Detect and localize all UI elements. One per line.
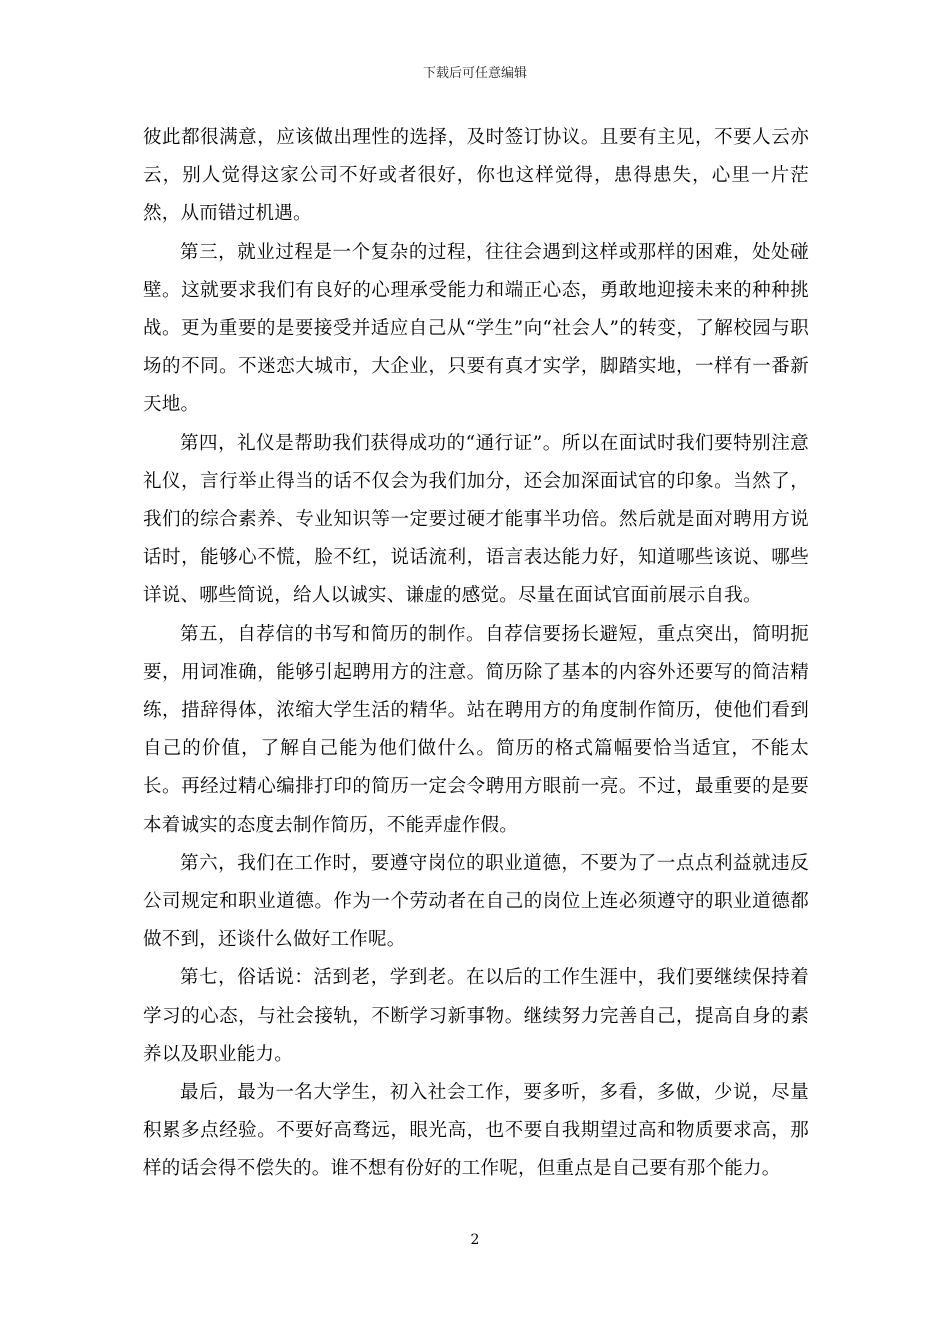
paragraph-third-point: 第三，就业过程是一个复杂的过程，往往会遇到这样或那样的困难，处处碰壁。这就要求我们有良好的心理承受能力和端正心态，勇敢地迎接未来的种种挑战。更为重要的是要接受并适应自己从“学生”向“社会人”的转变，了解校园与职场的不同。不迷恋大城市，大企业，只要有真才实学，脚踏实地，一样有一番新天地。 [143,241,809,416]
paragraph-fifth-point: 第五，自荐信的书写和简历的制作。自荐信要扬长避短，重点突出，简明扼要，用词准确，能够引起聘用方的注意。简历除了基本的内容外还要写的简洁精练，措辞得体，浓缩大学生活的精华。站在聘用方的角度制作简历，使他们看到自己的价值，了解自己能为他们做什么。简历的格式篇幅要恰当适宜，不能太长。再经过精心编排打印的简历一定会令聘用方眼前一亮。不过，最重要的是要本着诚实的态度去制作简历，不能弄虚作假。 [143,623,809,836]
paragraph-seventh-point: 第七，俗话说：活到老，学到老。在以后的工作生涯中，我们要继续保持着学习的心态，与社会接轨，不断学习新事物。继续努力完善自己，提高自身的素养以及职业能力。 [143,967,809,1065]
paragraph-continuation: 彼此都很满意，应该做出理性的选择，及时签订协议。且要有主见，不要人云亦云，别人觉得这家公司不好或者很好，你也这样觉得，患得患失，心里一片茫然，从而错过机遇。 [143,127,809,225]
paragraph-conclusion: 最后，最为一名大学生，初入社会工作，要多听，多看，多做，少说，尽量积累多点经验。不要好高骛远，眼光高，也不要自我期望过高和物质要求高，那样的话会得不偿失的。谁不想有份好的工作呢，但重点是自己要有那个能力。 [143,1082,809,1180]
paragraph-fourth-point: 第四，礼仪是帮助我们获得成功的“通行证”。所以在面试时我们要特别注意礼仪，言行举止得当的话不仅会为我们加分，还会加深面试官的印象。当然了，我们的综合素养、专业知识等一定要过硬才能事半功倍。然后就是面对聘用方说话时，能够心不慌，脸不红，说话流利，语言表达能力好，知道哪些该说、哪些详说、哪些简说，给人以诚实、谦虚的感觉。尽量在面试官面前展示自我。 [143,432,809,607]
page-number: 2 [470,1232,480,1248]
document-body [143,119,809,1189]
page-header: 下载后可任意编辑 [422,66,527,81]
paragraph-sixth-point: 第六，我们在工作时，要遵守岗位的职业道德，不要为了一点点利益就违反公司规定和职业道德。作为一个劳动者在自己的岗位上连必须遵守的职业道德都做不到，还谈什么做好工作呢。 [143,852,809,951]
